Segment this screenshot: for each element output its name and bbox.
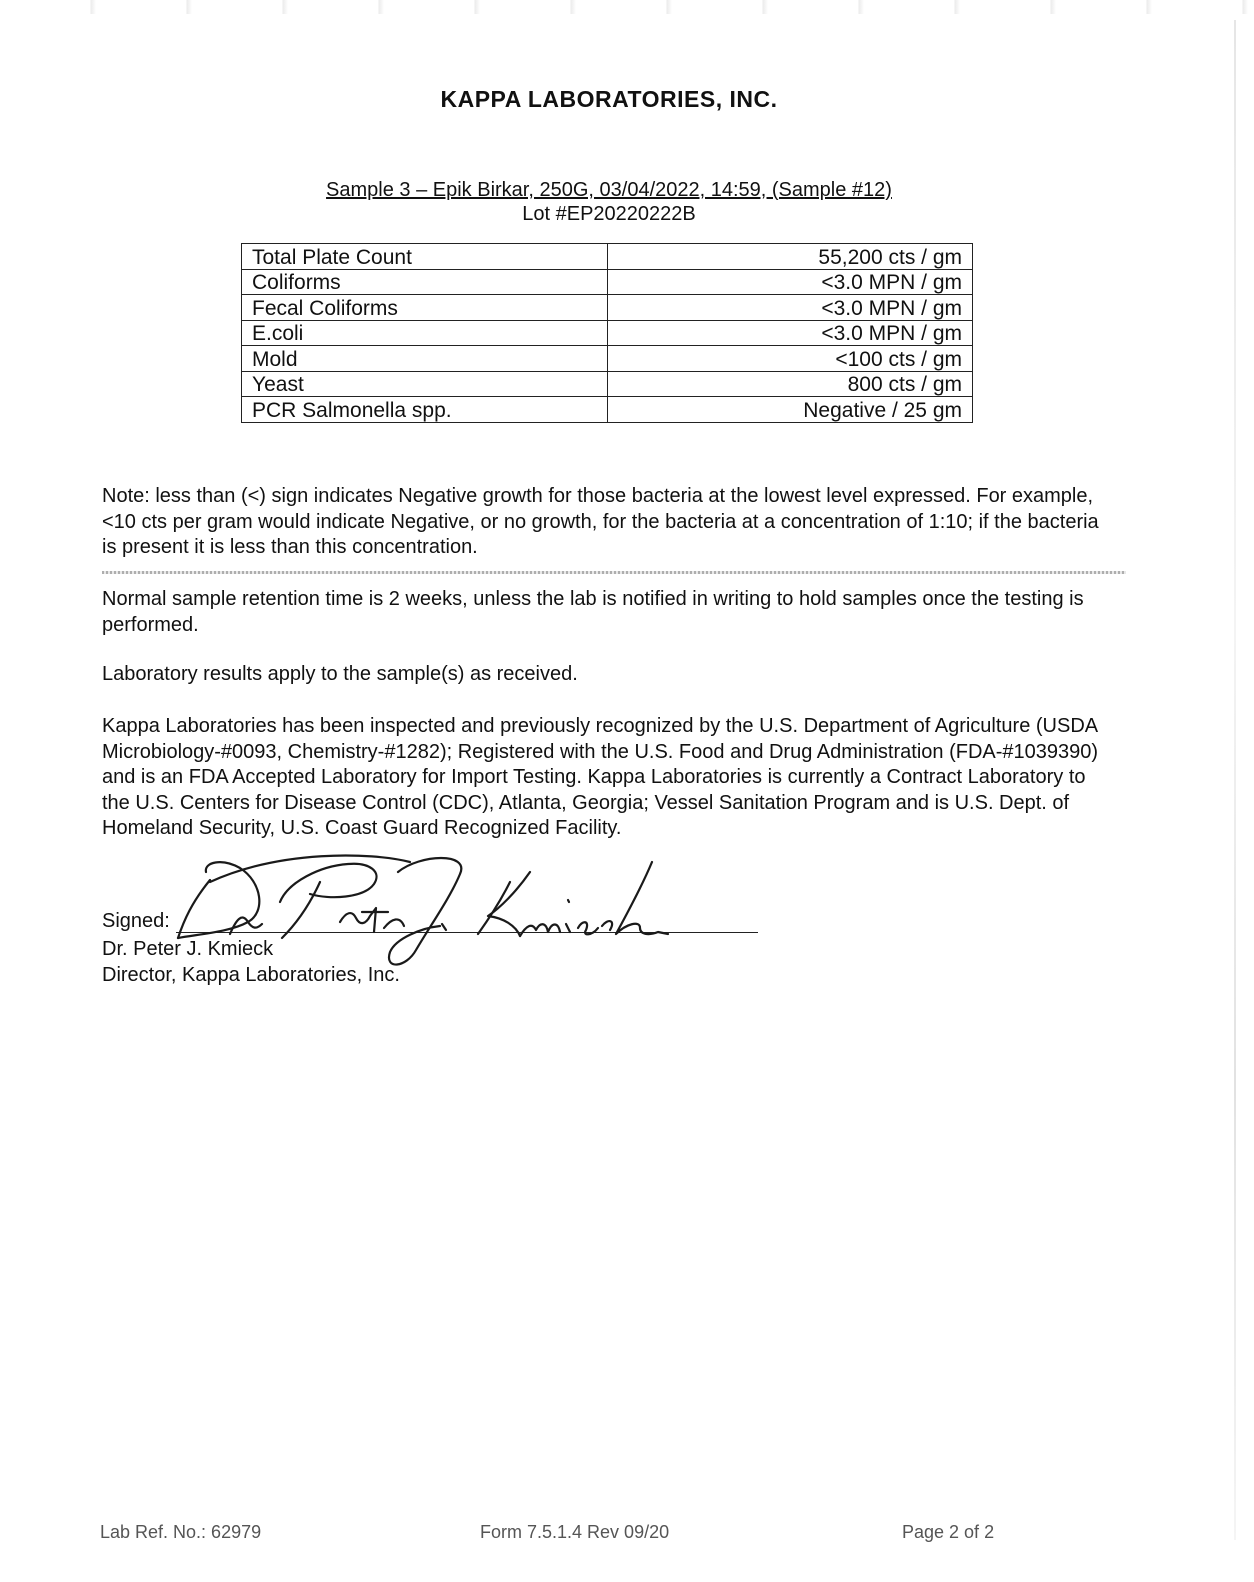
results-table — [241, 243, 973, 423]
table-row — [242, 295, 973, 321]
test-value: 55,200 cts / gm — [608, 244, 973, 270]
sample-description: Sample 3 – Epik Birkar, 250G, 03/04/2022, 14:59, (Sample #12) — [326, 179, 892, 201]
signer-title: Director, Kappa Laboratories, Inc. — [102, 964, 400, 986]
test-value: <3.0 MPN / gm — [608, 295, 973, 321]
company-title: KAPPA LABORATORIES, INC. — [440, 86, 778, 112]
test-name: Fecal Coliforms — [242, 295, 608, 321]
table-row — [242, 320, 973, 346]
lab-reference: Lab Ref. No.: 62979 — [100, 1522, 262, 1542]
test-value: <100 cts / gm — [608, 346, 973, 372]
signed-label: Signed: — [102, 910, 170, 932]
page-number: Page 2 of 2 — [902, 1522, 995, 1542]
scan-edge-top — [0, 0, 1254, 14]
test-value: <3.0 MPN / gm — [608, 320, 973, 346]
accreditation-paragraph: Kappa Laboratories has been inspected and previously recognized by the U.S. Department of Agriculture (USDA Microbiology-#0093, Chemistry-#1282); Registered with the U.S. Food and Drug Administration (FDA-#1039390) and is an FDA Accepted Laboratory for Import Testing. Kappa Laboratories is currently a Contract Laboratory to the U.S. Centers for Disease Control (CDC), Atlanta, Georgia; Vessel Sanitation Program and is U.S. Dept. of Homeland Security, U.S. Coast Guard Recognized Facility. — [102, 715, 1099, 839]
table-row — [242, 346, 973, 372]
test-value: 800 cts / gm — [608, 371, 973, 397]
test-value: <3.0 MPN / gm — [608, 269, 973, 295]
test-name: Yeast — [242, 371, 608, 397]
sample-heading — [0, 178, 1218, 226]
lot-number: Lot #EP20220222B — [522, 203, 696, 225]
table-row — [242, 244, 973, 270]
results-apply-paragraph: Laboratory results apply to the sample(s) as received. — [102, 663, 578, 685]
form-number: Form 7.5.1.4 Rev 09/20 — [480, 1522, 670, 1542]
test-name: Coliforms — [242, 269, 608, 295]
test-name: PCR Salmonella spp. — [242, 397, 608, 423]
test-value: Negative / 25 gm — [608, 397, 973, 423]
test-name: Total Plate Count — [242, 244, 608, 270]
signer-name: Dr. Peter J. Kmieck — [102, 938, 274, 960]
table-row — [242, 371, 973, 397]
test-name: Mold — [242, 346, 608, 372]
retention-paragraph: Normal sample retention time is 2 weeks, unless the lab is notified in writing to hold samples once the testing is performed. — [102, 588, 1084, 636]
test-name: E.coli — [242, 320, 608, 346]
table-row — [242, 269, 973, 295]
note-paragraph: Note: less than (<) sign indicates Negative growth for those bacteria at the lowest level expressed. For example, <10 cts per gram would indicate Negative, or no growth, for the bacteria at a concentration of 1:10; if the bacteria is present it is less than this concentration. — [102, 485, 1099, 558]
table-row — [242, 397, 973, 423]
scan-edge-right — [1234, 20, 1236, 1540]
dotted-divider — [102, 571, 1126, 574]
